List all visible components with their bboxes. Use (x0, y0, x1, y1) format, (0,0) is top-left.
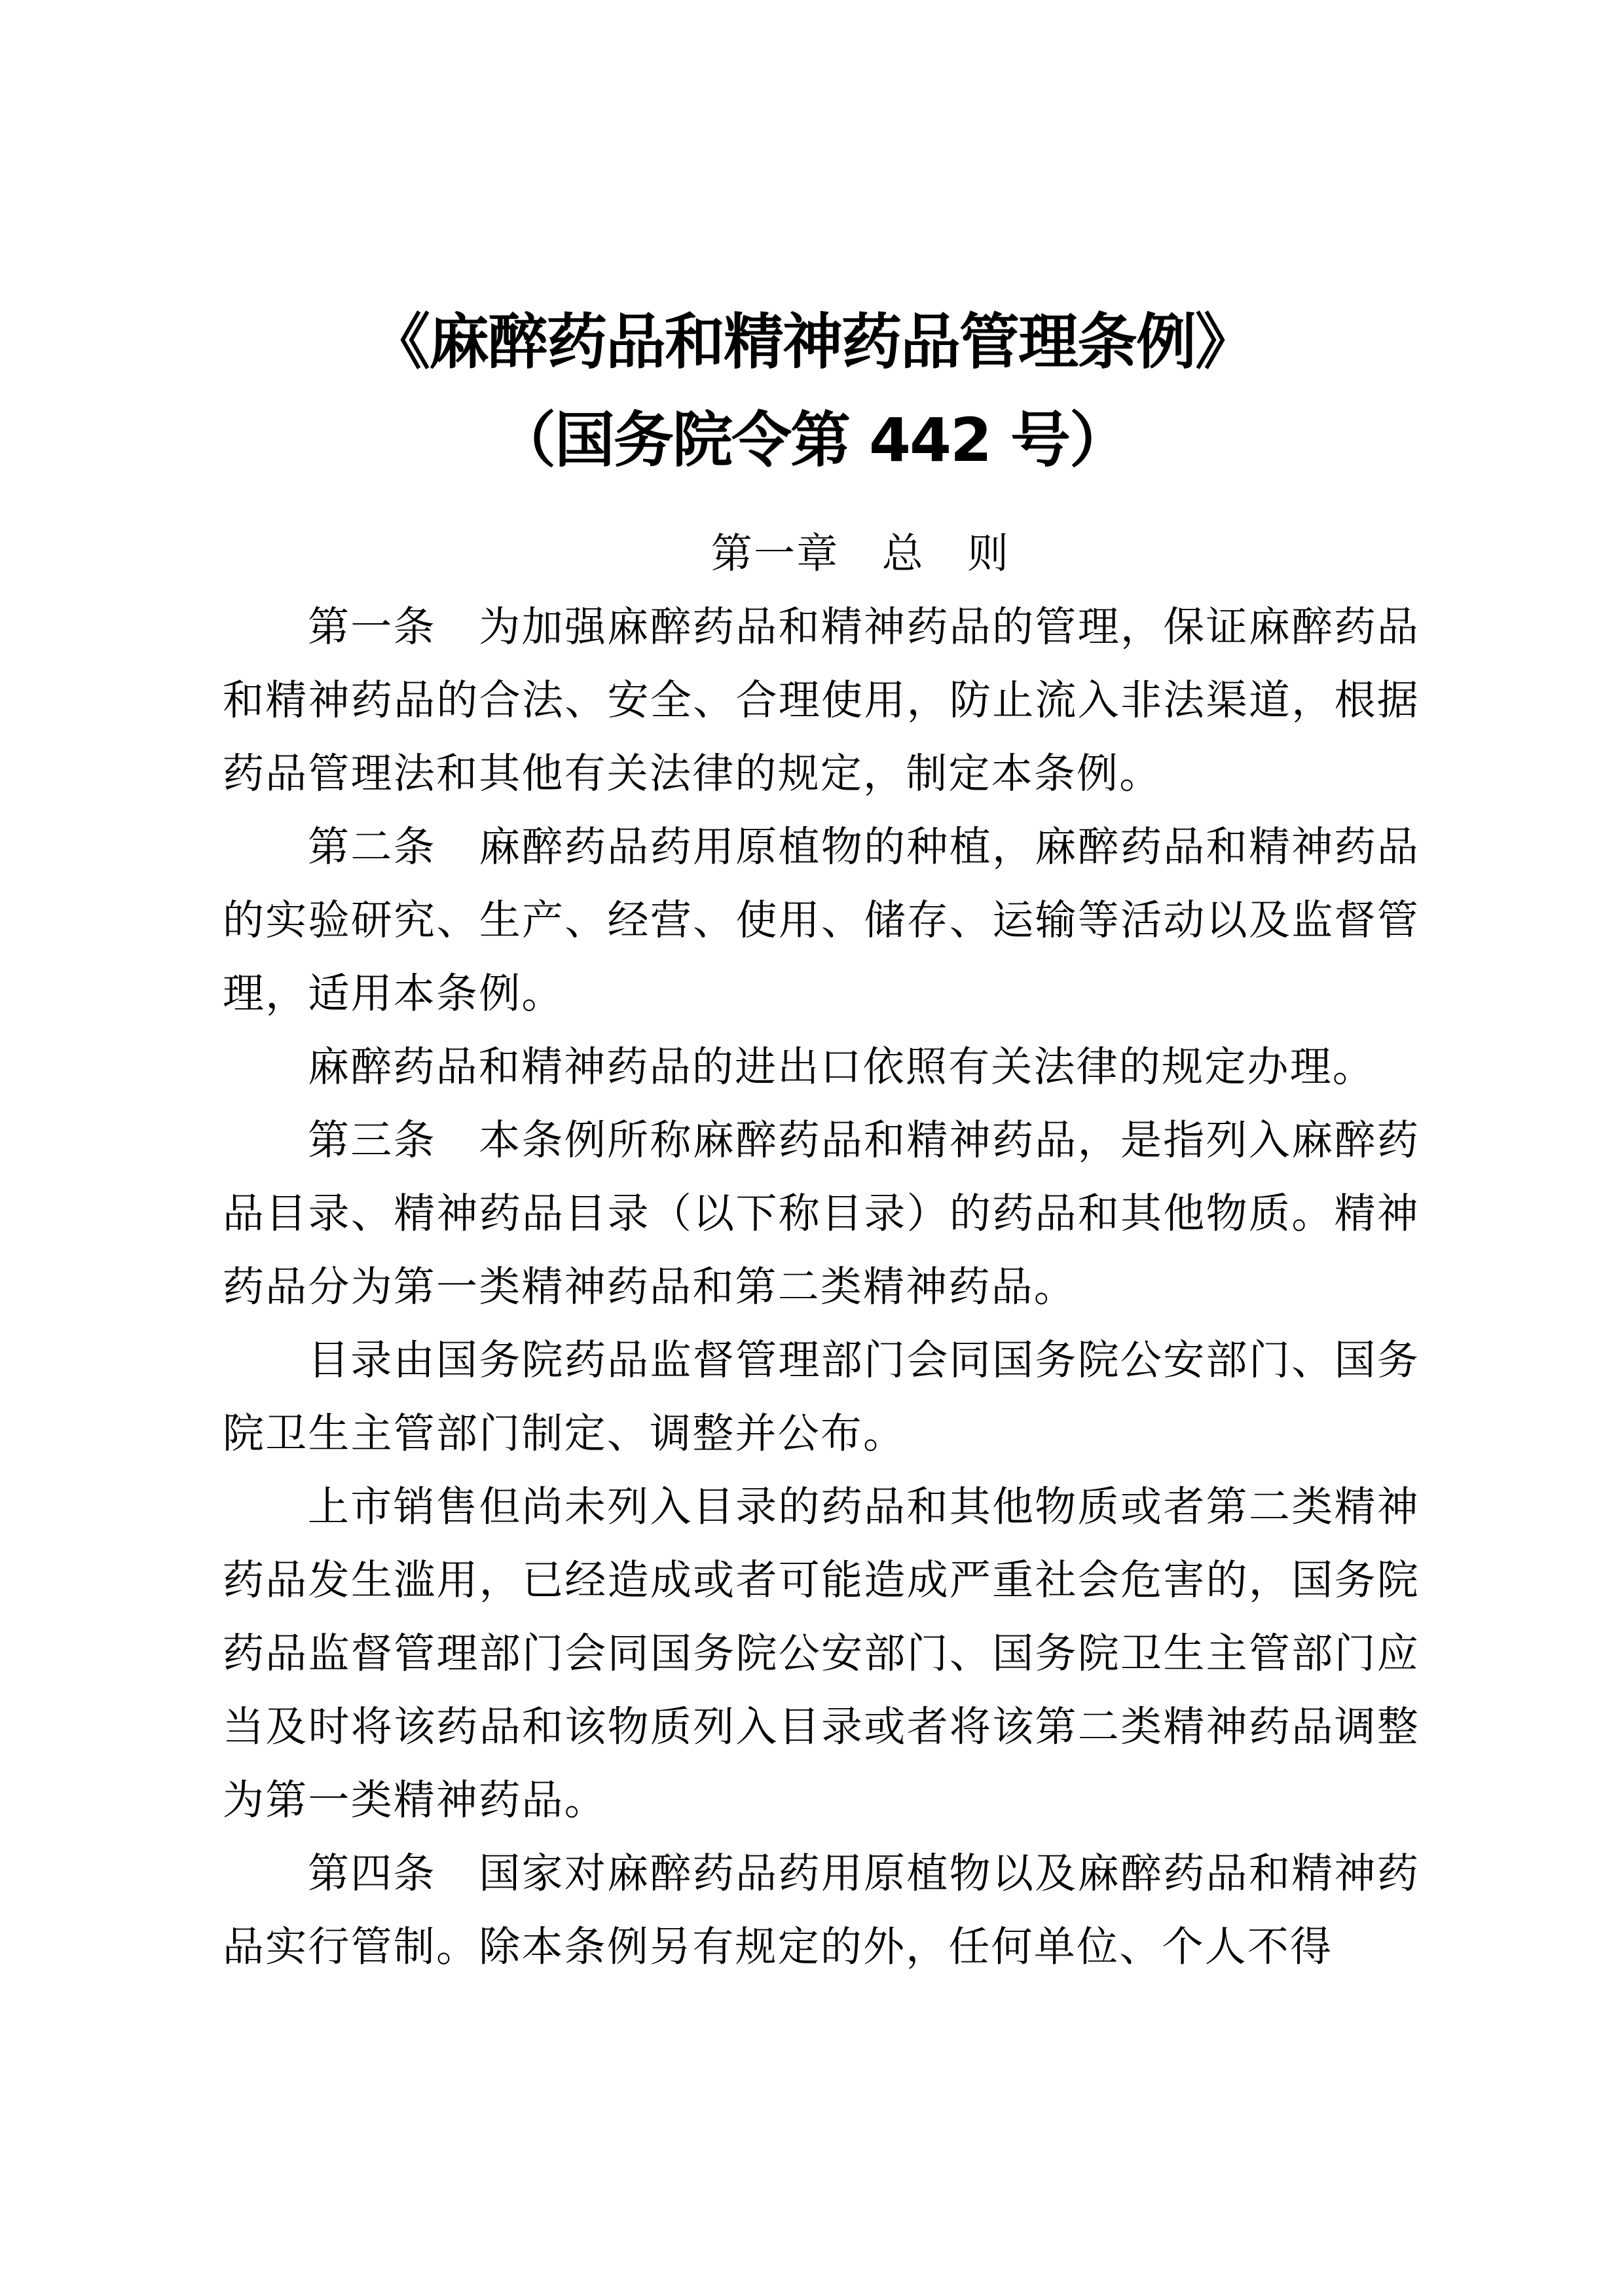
paragraph-text: 麻醉药品和精神药品的进出口依照有关法律的规定办理。 (308, 1043, 1375, 1091)
document-body (223, 517, 1420, 1984)
article-number: 第二条 (308, 823, 479, 871)
article-3-subparagraph-2 (223, 1470, 1420, 1837)
paragraph-text: 上市销售但尚未列入目录的药品和其他物质或者第二类精神药品发生滥用，已经造成或者可能造成严重社会危害的，国务院药品监督管理部门会同国务院公安部门、国务院卫生主管部门应当及时将该药品和该物质列入目录或者将该第二类精神药品调整为第一类精神药品。 (223, 1483, 1420, 1824)
article-4-paragraph (223, 1837, 1420, 1984)
title-decree-number: （国务院令第 442 号） (495, 405, 1129, 475)
chapter-heading: 第一章 总 则 (710, 530, 1010, 577)
article-number: 第一条 (308, 603, 479, 651)
paragraph-text: 目录由国务院药品监督管理部门会同国务院公安部门、国务院卫生主管部门制定、调整并公布。 (223, 1336, 1420, 1457)
paragraph-text: 国家对麻醉药品药用原植物以及麻醉药品和精神药品实行管制。除本条例另有规定的外，任何单位、个人不得 (223, 1850, 1420, 1971)
paragraph-text: 本条例所称麻醉药品和精神药品，是指列入麻醉药品目录、精神药品目录（以下称目录）的药品和其他物质。精神药品分为第一类精神药品和第二类精神药品。 (223, 1116, 1420, 1311)
article-3-subparagraph-1 (223, 1324, 1420, 1470)
article-2-paragraph (223, 811, 1420, 1030)
article-1-paragraph (223, 591, 1420, 811)
article-number: 第四条 (308, 1850, 479, 1897)
paragraph-text: 为加强麻醉药品和精神药品的管理，保证麻醉药品和精神药品的合法、安全、合理使用，防止流入非法渠道，根据药品管理法和其他有关法律的规定，制定本条例。 (223, 603, 1420, 797)
article-number: 第三条 (308, 1116, 479, 1164)
article-2-subparagraph (223, 1030, 1420, 1104)
paragraph-text: 麻醉药品药用原植物的种植，麻醉药品和精神药品的实验研究、生产、经营、使用、储存、运输等活动以及监督管理，适用本条例。 (223, 823, 1420, 1017)
document-title (0, 293, 1624, 490)
article-3-paragraph (223, 1104, 1420, 1324)
title-main: 《麻醉药品和精神药品管理条例》 (369, 307, 1254, 377)
